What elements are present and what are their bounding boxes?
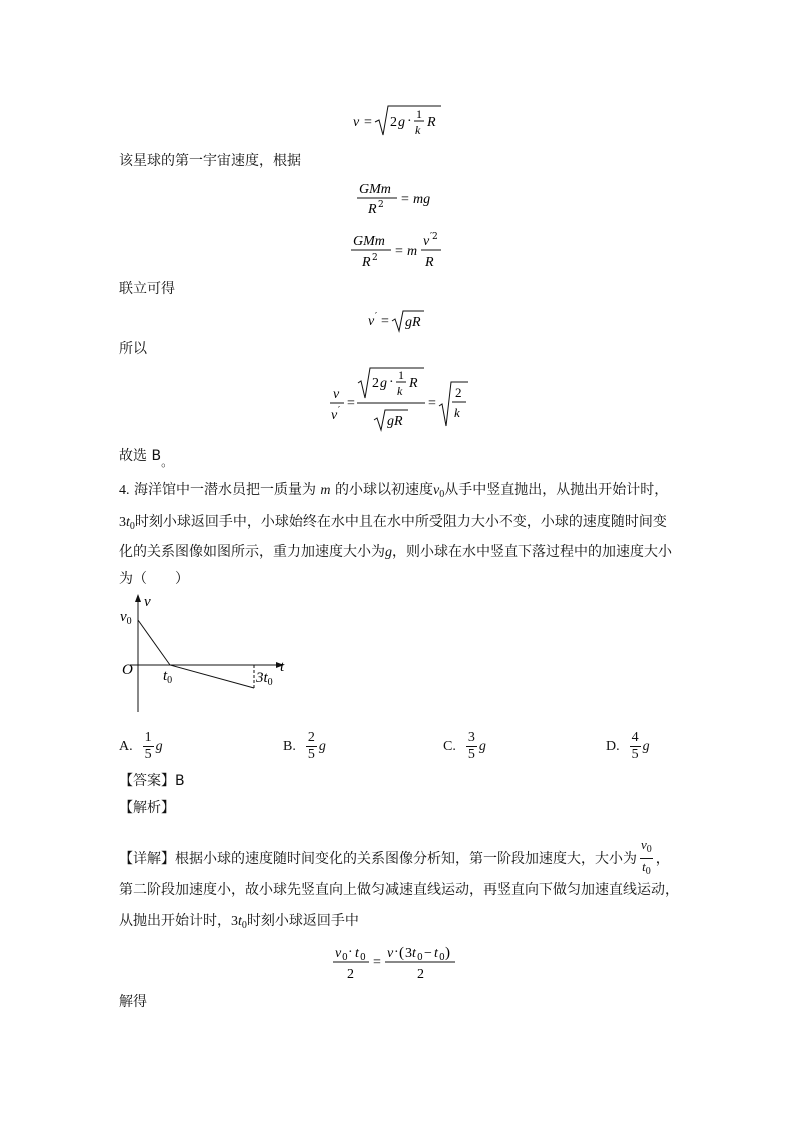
svg-text:2: 2 — [378, 200, 384, 210]
formula-v-sqrt-svg — [353, 104, 443, 140]
svg-text:2: 2 — [372, 376, 379, 391]
analysis-label: 【解析】 — [119, 800, 175, 816]
svg-text:·: · — [389, 375, 394, 390]
svg-text:R: R — [427, 115, 436, 130]
svg-text:R: R — [425, 255, 434, 270]
vt-graph-svg — [118, 592, 298, 716]
svg-text:′2: ′2 — [430, 232, 438, 242]
svg-text:t: t — [412, 946, 416, 961]
option-b-den: 5 — [307, 747, 315, 762]
text-choose-dot: 。 — [161, 455, 174, 469]
option-a-label: A. — [119, 738, 133, 754]
svg-text:=: = — [373, 955, 381, 970]
formula-v-prime-svg — [368, 307, 428, 335]
svg-text:′: ′ — [375, 312, 378, 322]
svg-text:−: − — [424, 946, 432, 961]
answer-label: 【答案】B — [119, 773, 185, 789]
option-c-label: C. — [443, 738, 456, 754]
svg-text:GMm: GMm — [359, 182, 391, 197]
detail-frac-v0-t0 — [639, 837, 654, 880]
formula-displacement — [333, 940, 463, 990]
svg-text:R: R — [362, 255, 371, 270]
option-d[interactable] — [606, 730, 650, 763]
text-therefore: 所以 — [119, 341, 147, 357]
option-c-fraction — [466, 730, 477, 763]
label-3t0: $3t_0$ — [256, 670, 273, 688]
svg-text:′: ′ — [338, 406, 341, 416]
svg-text:·: · — [407, 114, 412, 129]
q4-m: m — [320, 483, 331, 498]
svg-text:1: 1 — [398, 368, 404, 382]
option-c-den: 5 — [467, 747, 475, 762]
svg-text:0: 0 — [360, 953, 366, 963]
svg-text:mg: mg — [413, 192, 431, 207]
detail-frac-num: $v_0$ — [641, 837, 652, 855]
q4-line1 — [119, 480, 668, 505]
q4-line3-a: 化的关系图像如图所示，重力加速度大小为 — [119, 544, 385, 560]
option-d-label: D. — [606, 738, 620, 754]
option-b-num: 2 — [307, 730, 315, 745]
svg-text:v: v — [333, 387, 340, 402]
text-choose-label: 故选 B — [119, 448, 162, 464]
detail-3t0: $3t_0$ — [231, 914, 247, 931]
detail-line3 — [119, 911, 359, 936]
option-d-fraction — [630, 730, 641, 763]
option-a[interactable] — [119, 730, 163, 763]
svg-text:v: v — [423, 234, 430, 249]
svg-text:k: k — [397, 384, 403, 398]
svg-text:3: 3 — [405, 946, 412, 961]
formula-gravity-centripetal-svg — [351, 229, 451, 273]
svg-text:m: m — [407, 244, 418, 259]
option-d-unit: g — [642, 738, 650, 754]
velocity-line — [138, 620, 254, 688]
option-b-fraction — [306, 730, 317, 763]
formula-v-prime — [368, 307, 428, 339]
label-v0: $v_0$ — [120, 609, 132, 627]
option-c-unit: g — [478, 738, 486, 754]
svg-text:0: 0 — [439, 953, 445, 963]
option-d-den: 5 — [631, 747, 639, 762]
option-a-unit: g — [155, 738, 163, 754]
svg-text:2: 2 — [372, 253, 378, 263]
svg-text:v: v — [331, 408, 338, 423]
svg-text:=: = — [347, 396, 355, 411]
svg-text:k: k — [415, 123, 421, 137]
detail-line1-a: 【详解】根据小球的速度随时间变化的关系图像分析知，第一阶段加速度大，大小为 — [119, 850, 637, 867]
q4-line2-b: 时刻小球返回手中，小球始终在水中且在水中所受阻力大小不变，小球的速度随时间变 — [134, 514, 667, 530]
text-stellar-first-cosmic: 该星球的第一宇宙速度，根据 — [119, 153, 301, 169]
text-combine: 联立可得 — [119, 281, 175, 297]
svg-text:1: 1 — [416, 107, 422, 121]
option-d-num: 4 — [631, 730, 639, 745]
option-c[interactable] — [443, 730, 486, 763]
option-b[interactable] — [283, 730, 326, 763]
q4-line3 — [119, 542, 672, 563]
svg-text:=: = — [395, 244, 403, 259]
text-solve: 解得 — [119, 994, 147, 1010]
option-b-label: B. — [283, 738, 296, 754]
svg-text:v: v — [335, 946, 342, 961]
formula-gravity-mg — [357, 178, 447, 224]
label-t-axis: t — [280, 659, 285, 675]
svg-text:R: R — [409, 376, 418, 391]
detail-frac-den: $t_0$ — [640, 858, 653, 880]
svg-text:k: k — [454, 405, 460, 420]
label-v-axis: v — [144, 594, 151, 610]
q4-g: g — [385, 545, 392, 560]
option-a-num: 1 — [144, 730, 152, 745]
vt-graph — [118, 592, 298, 720]
q4-line2 — [119, 512, 667, 537]
svg-text:v: v — [387, 946, 394, 961]
svg-text:R: R — [368, 202, 377, 217]
svg-text:0: 0 — [342, 953, 348, 963]
detail-line1 — [119, 837, 670, 880]
detail-line3-b: 时刻小球返回手中 — [246, 913, 359, 929]
svg-text:): ) — [445, 945, 450, 961]
svg-text:=: = — [428, 396, 436, 411]
q4-line3-b: ，则小球在水中竖直下落过程中的加速度大小 — [392, 544, 672, 560]
svg-text:t: t — [434, 946, 438, 961]
svg-text:v: v — [368, 314, 375, 329]
svg-text:·: · — [348, 945, 353, 960]
svg-text:g: g — [380, 376, 387, 391]
formula-ratio-svg — [330, 366, 470, 438]
formula-v-sqrt — [353, 104, 443, 144]
detail-comma: ， — [655, 850, 670, 867]
q4-line1-b: 的小球以初速度 — [334, 482, 433, 498]
detail-line2: 第二阶段加速度小，故小球先竖直向上做匀减速直线运动，再竖直向下做匀加速直线运动， — [119, 882, 679, 898]
svg-text:t: t — [355, 946, 359, 961]
label-origin: O — [122, 662, 133, 678]
svg-text:2: 2 — [417, 967, 424, 982]
svg-text:GMm: GMm — [353, 234, 385, 249]
detail-line3-a: 从抛出开始计时， — [119, 913, 231, 929]
svg-text:=: = — [401, 192, 409, 207]
formula-ratio — [330, 366, 470, 442]
formula-gravity-mg-svg — [357, 178, 447, 220]
svg-text:=: = — [364, 115, 372, 130]
q4-line1-c: 从手中竖直抛出，从抛出开始计时， — [444, 482, 669, 498]
q4-v0: $v_0$ — [432, 483, 445, 500]
svg-text:g: g — [398, 115, 405, 130]
svg-text:(: ( — [399, 945, 404, 961]
option-a-den: 5 — [144, 747, 152, 762]
formula-displacement-svg — [333, 940, 463, 986]
svg-text:0: 0 — [417, 953, 423, 963]
svg-text:2: 2 — [390, 115, 397, 130]
svg-text:2: 2 — [347, 967, 354, 982]
y-axis-arrow — [135, 594, 141, 602]
option-c-num: 3 — [467, 730, 475, 745]
svg-text:=: = — [381, 314, 389, 329]
q4-line4: 为（ ） — [119, 571, 189, 587]
label-t0: $t_0$ — [163, 668, 173, 686]
formula-gravity-centripetal — [351, 229, 451, 277]
svg-text:gR: gR — [405, 315, 421, 330]
svg-text:v: v — [353, 115, 360, 130]
q4-3t0: $3t_0$ — [119, 515, 135, 532]
q4-line1-a: 海洋馆中一潜水员把一质量为 — [133, 482, 316, 498]
option-a-fraction — [143, 730, 154, 763]
q4-number: 4. — [119, 483, 130, 498]
svg-text:·: · — [394, 945, 399, 960]
svg-text:gR: gR — [387, 414, 403, 429]
svg-text:2: 2 — [455, 385, 462, 400]
option-b-unit: g — [318, 738, 326, 754]
text-choose — [119, 446, 174, 469]
